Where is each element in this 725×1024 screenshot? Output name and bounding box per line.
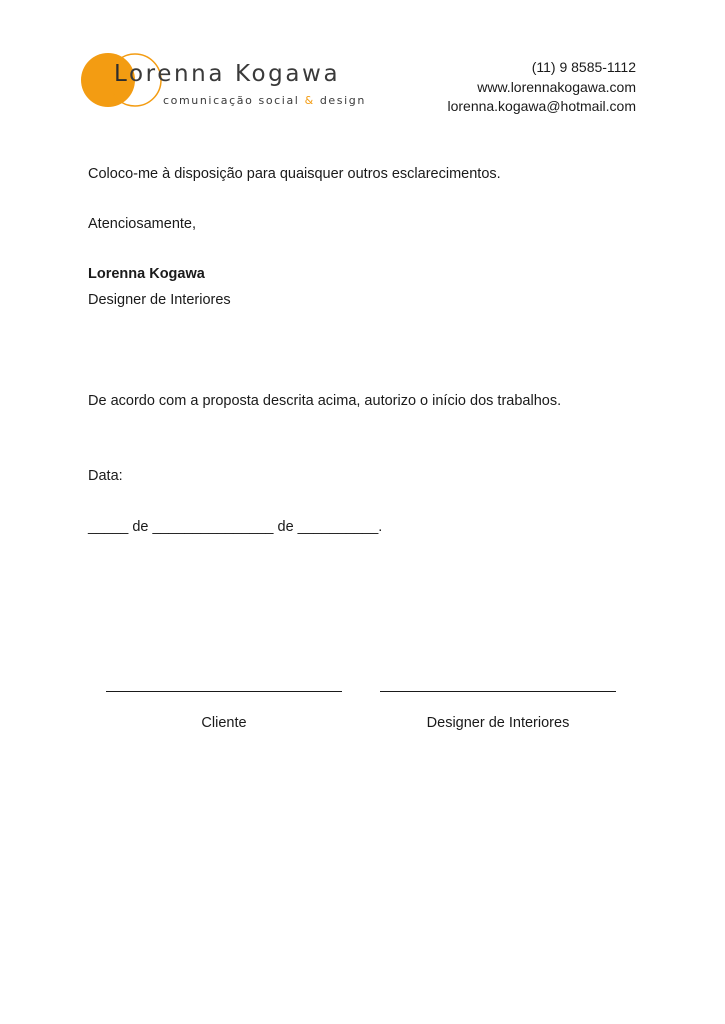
logo-tagline-ampersand: &: [304, 94, 315, 107]
logo-name-rest: orenna Kogawa: [129, 61, 341, 87]
agreement-statement: De acordo com a proposta descrita acima, autorizo o início dos trabalhos.: [88, 393, 562, 409]
logo-tagline-end: design: [314, 94, 366, 107]
designer-signature-label: Designer de Interiores: [426, 715, 570, 731]
logo-name: [114, 61, 340, 87]
signer-name: Lorenna Kogawa: [88, 266, 205, 282]
date-blank-field: _____ de _______________ de __________.: [88, 519, 383, 535]
logo-name-initial: L: [114, 61, 130, 87]
contact-phone: (11) 9 8585-1112: [531, 59, 636, 75]
logo-tagline: [163, 94, 366, 107]
logo-tagline-start: comunicação social: [163, 94, 305, 107]
client-signature-line: [106, 691, 342, 692]
client-signature-label: Cliente: [201, 715, 247, 731]
salutation: Atenciosamente,: [88, 216, 197, 232]
brand-logo: [80, 52, 370, 112]
contact-website: www.lorennakogawa.com: [477, 78, 636, 95]
date-label: Data:: [88, 468, 123, 484]
contact-email: lorenna.kogawa@hotmail.com: [447, 98, 636, 114]
signer-title: Designer de Interiores: [88, 292, 231, 308]
contact-block: [447, 58, 636, 117]
designer-signature-line: [380, 691, 616, 692]
closing-note: Coloco-me à disposição para quaisquer outros esclarecimentos.: [88, 166, 501, 182]
